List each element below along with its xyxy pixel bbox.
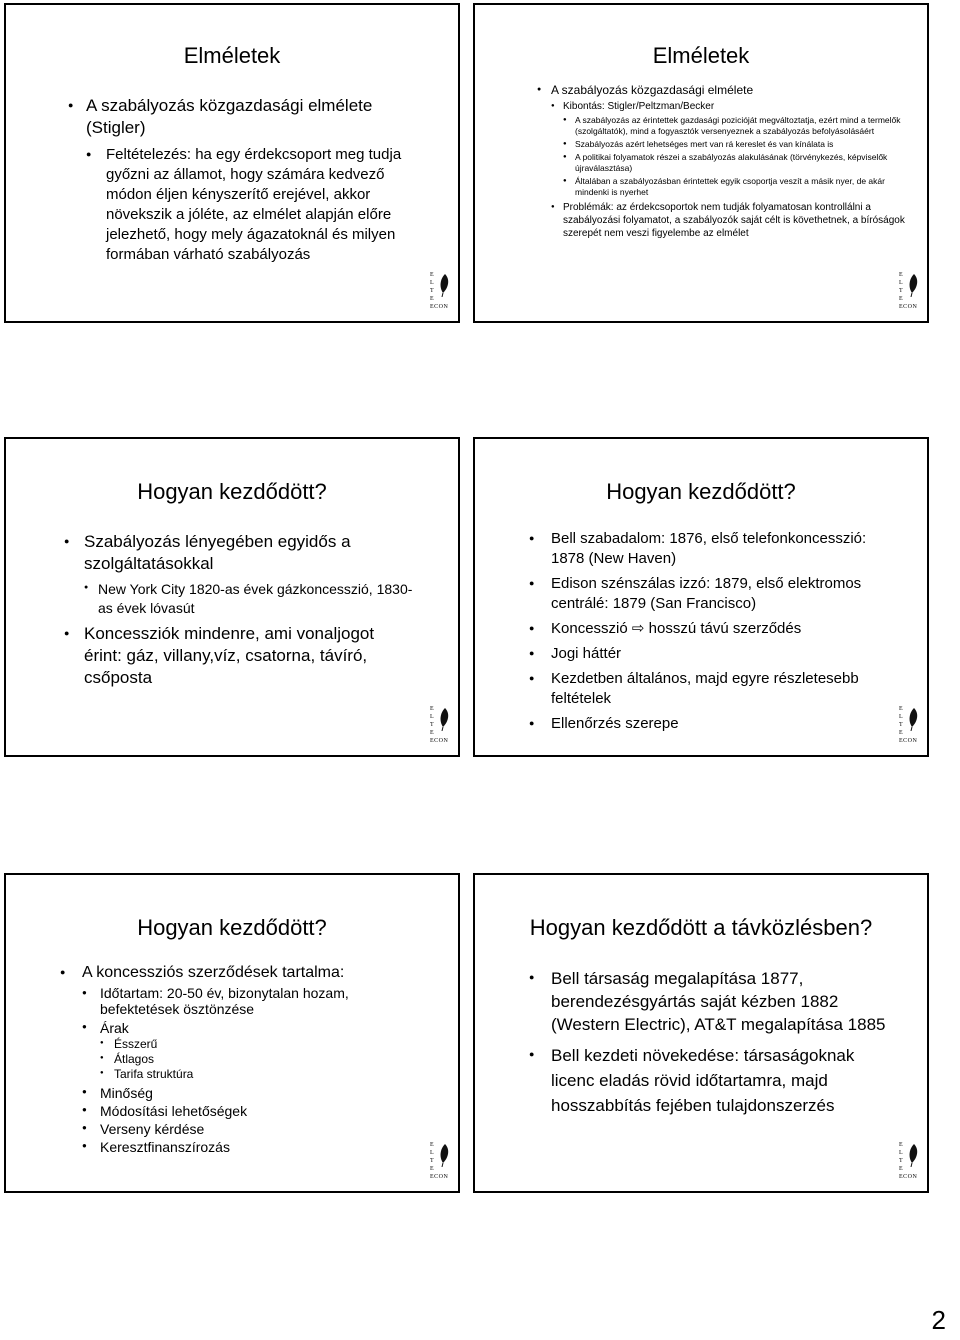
bullet-item: ● Feltételezés: ha egy érdekcsoport meg tudja győzni az államot, hogy számára kedvező módon éljen kényszerítő erejével, akkor növekszik a jóléte, az elmélet alapján előre jelezhető, hogy mely ágazatoknál és milyen formában várható szabályozás bbox=[86, 146, 402, 263]
slide-title: Elméletek bbox=[183, 43, 281, 68]
bullet-item: ● Árak bbox=[82, 1020, 129, 1036]
slide-body bbox=[68, 95, 428, 265]
bullet-item: ● A politikai folyamatok részei a szabályozás alakulásának (törvénykezés, képviselők újraválasztása) bbox=[563, 152, 888, 173]
bullet-item: ● A koncessziós szerződések tartalma: bbox=[60, 964, 345, 981]
bullet-item: ● A szabályozás közgazdasági elmélete (Stigler) bbox=[68, 96, 373, 137]
elte-econ-logo: E L T E ECON bbox=[430, 272, 449, 310]
elte-econ-logo: E L T E ECON bbox=[430, 706, 449, 744]
bullet-item: ● Verseny kérdése bbox=[82, 1121, 205, 1137]
slide-title: Elméletek bbox=[652, 43, 750, 68]
bullet-icon: ● bbox=[86, 149, 92, 159]
slide-2 bbox=[473, 3, 929, 323]
bullet-item: ● A szabályozás az érintettek gazdasági pozicióját megváltoztatja, ezért mind a termelők (szolgáltatók), mind a fogyasztók versenyeznek a szabályozás befolyásolásáért bbox=[563, 115, 901, 136]
bullet-item: ● Szabályozás azért lehetséges mert van rá kereslet és van kínálata is bbox=[563, 139, 834, 149]
bullet-item: ● Problémák: az érdekcsoportok nem tudják folyamatosan kontrollálni a szabályozási folyamatot, a szabályozók saját célt is követhetnek, a bíróságok szerepét nem veszi figyelembe az elmélet bbox=[551, 202, 905, 239]
bullet-item: ● Bell kezdeti növekedése: társaságoknak licenc eladás rövid időtartamra, majd hosszabbítás fejében tulajdonszerzés bbox=[529, 1046, 855, 1115]
bullet-item: ● A szabályozás közgazdasági elmélete bbox=[537, 83, 754, 97]
bullet-item: ● Kibontás: Stigler/Peltzman/Becker bbox=[551, 101, 715, 112]
slide-5 bbox=[4, 873, 460, 1193]
leaf-icon bbox=[907, 707, 919, 731]
bullet-item: ● Bell társaság megalapítása 1877, berendezésgyártás saját kézben 1882 (Western Electric), AT&T megalapítása 1885 bbox=[529, 969, 886, 1034]
slide-1 bbox=[4, 3, 460, 323]
bullet-item: ● Keresztfinanszírozás bbox=[82, 1139, 230, 1155]
leaf-icon bbox=[907, 273, 919, 297]
slide-body bbox=[60, 963, 410, 1156]
bullet-item: ● Tarifa struktúra bbox=[100, 1067, 194, 1081]
bullet-item: ● Ésszerű bbox=[100, 1037, 158, 1051]
slide-title: Hogyan kezdődött? bbox=[606, 479, 796, 504]
slide-title: Hogyan kezdődött a távközlésben? bbox=[529, 915, 873, 940]
slide-body bbox=[64, 531, 414, 689]
bullet-item: ● Minőség bbox=[82, 1085, 153, 1101]
leaf-icon bbox=[907, 1143, 919, 1167]
bullet-item: ● Koncesszió ⇨ hosszú távú szerződés bbox=[529, 620, 802, 637]
bullet-item: ● Átlagos bbox=[100, 1052, 155, 1066]
elte-econ-logo: E L T E ECON bbox=[899, 706, 918, 744]
elte-econ-logo: E L T E ECON bbox=[899, 272, 918, 310]
bullet-item: ● New York City 1820-as évek gázkoncesszió, 1830-as évek lóvasút bbox=[84, 581, 413, 616]
leaf-icon bbox=[438, 1143, 450, 1167]
bullet-item: ● Edison szénszálas izzó: 1879, első elektromos centrálé: 1879 (San Francisco) bbox=[529, 575, 862, 612]
elte-econ-logo: E L T E ECON bbox=[430, 1142, 449, 1180]
slide-body bbox=[537, 83, 907, 240]
arrow-right-icon: ⇨ bbox=[631, 620, 645, 637]
bullet-item: ● Jogi háttér bbox=[529, 645, 622, 662]
bullet-item: ● Általában a szabályozásban érintettek egyik csoportja veszít a másik nyer, de akár mindenki is nyerhet bbox=[563, 176, 885, 197]
slide-6 bbox=[473, 873, 929, 1193]
leaf-icon bbox=[438, 707, 450, 731]
bullet-item: ● Időtartam: 20-50 év, bizonytalan hozam, befektetések ösztönzése bbox=[82, 985, 349, 1017]
bullet-item: ● Kezdetben általános, majd egyre részletesebb feltételek bbox=[529, 670, 859, 707]
bullet-item: ● Koncessziók mindenre, ami vonaljogot érint: gáz, villany,víz, csatorna, távíró, csőposta bbox=[64, 624, 375, 687]
bullet-item: ● Ellenőrzés szerepe bbox=[529, 715, 679, 732]
bullet-item: ● Bell szabadalom: 1876, első telefonkoncesszió: 1878 (New Haven) bbox=[529, 530, 867, 567]
slide-body bbox=[529, 967, 889, 1118]
slide-title: Hogyan kezdődött? bbox=[137, 915, 327, 940]
slide-4 bbox=[473, 437, 929, 757]
slide-body bbox=[529, 529, 879, 734]
elte-econ-logo: E L T E ECON bbox=[899, 1142, 918, 1180]
slide-3 bbox=[4, 437, 460, 757]
bullet-item: ● Szabályozás lényegében egyidős a szolgáltatásokkal bbox=[64, 532, 351, 573]
bullet-icon: ● bbox=[68, 100, 74, 110]
leaf-icon bbox=[438, 273, 450, 297]
slide-title: Hogyan kezdődött? bbox=[137, 479, 327, 504]
page-number: 2 bbox=[931, 1305, 946, 1335]
bullet-item: ● Módosítási lehetőségek bbox=[82, 1103, 248, 1119]
